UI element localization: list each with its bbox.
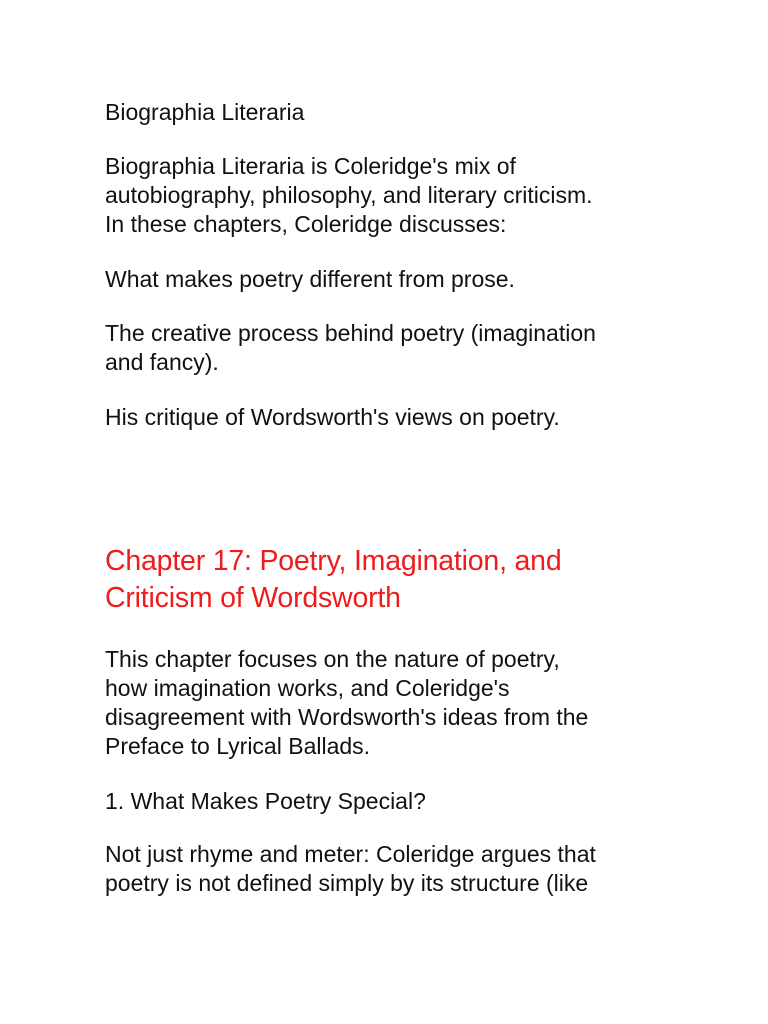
intro-line: autobiography, philosophy, and literary criticism.: [105, 182, 593, 208]
section-line: poetry is not defined simply by its structure (like: [105, 870, 589, 896]
heading-line: Criticism of Wordsworth: [105, 582, 401, 614]
document-title: Biographia Literaria: [105, 99, 305, 125]
intro-line: Biographia Literaria is Coleridge's mix of: [105, 153, 516, 179]
chapter-heading: [105, 543, 561, 617]
intro-line: In these chapters, Coleridge discusses:: [105, 211, 507, 237]
point-line: and fancy).: [105, 349, 219, 375]
discussion-point: [105, 319, 596, 377]
chapter-intro-line: This chapter focuses on the nature of poetry,: [105, 646, 560, 672]
point-line: What makes poetry different from prose.: [105, 266, 515, 292]
point-line: The creative process behind poetry (imagination: [105, 320, 596, 346]
discussion-point: [105, 265, 515, 294]
section-paragraph: [105, 840, 596, 898]
discussion-point: [105, 403, 560, 432]
chapter-intro-line: Preface to Lyrical Ballads.: [105, 733, 371, 759]
section-title: 1. What Makes Poetry Special?: [105, 788, 426, 814]
section-line: Not just rhyme and meter: Coleridge argues that: [105, 841, 596, 867]
heading-line: Chapter 17: Poetry, Imagination, and: [105, 545, 562, 577]
chapter-intro-paragraph: [105, 645, 588, 761]
chapter-intro-line: how imagination works, and Coleridge's: [105, 675, 510, 701]
intro-paragraph: [105, 152, 593, 239]
chapter-intro-line: disagreement with Wordsworth's ideas from the: [105, 704, 589, 730]
point-line: His critique of Wordsworth's views on poetry.: [105, 404, 560, 430]
